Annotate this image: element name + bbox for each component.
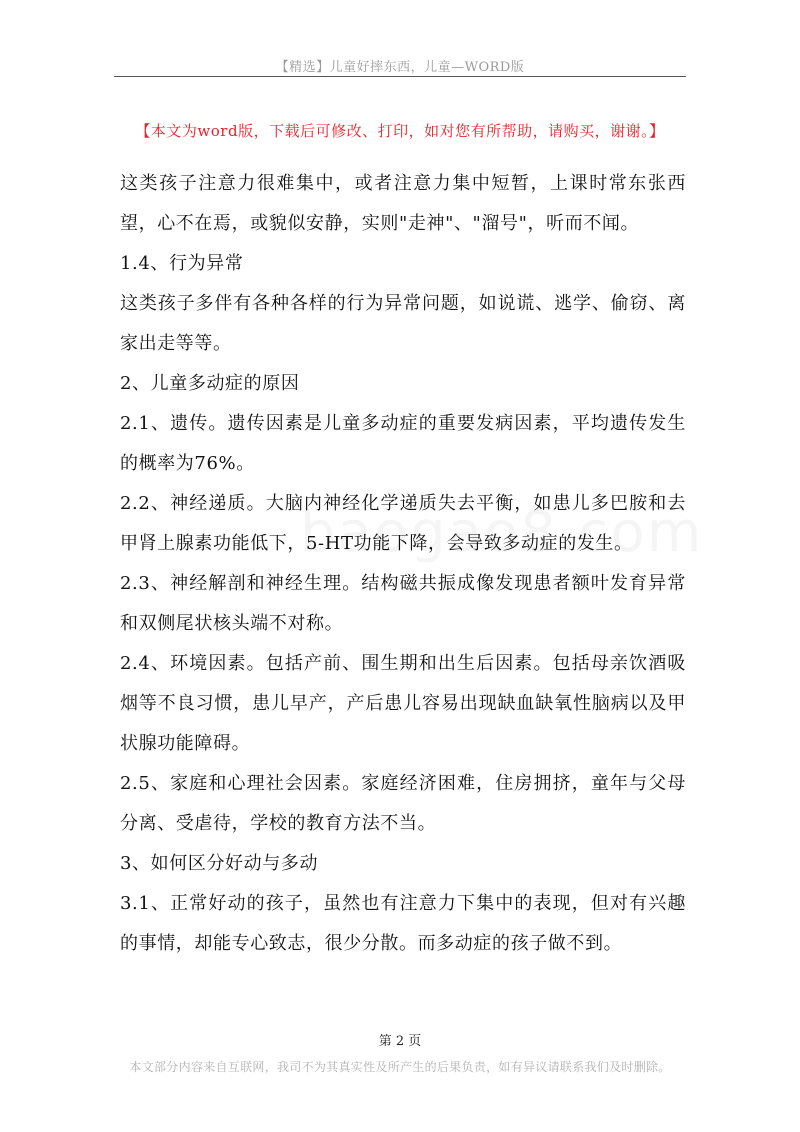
section-heading: 1.4、行为异常 (120, 253, 244, 274)
document-body (120, 164, 686, 964)
page-number: 第 2 页 (378, 1034, 422, 1049)
paragraph: 2.4、环境因素。包括产前、围生期和出生后因素。包括母亲饮酒吸烟等不良习惯，患儿早产，产后患儿容易出现缺血缺氧性脑病以及甲状腺功能障碍。 (120, 653, 686, 754)
header-title: 【精选】儿童好摔东西，儿童—WORD版 (275, 60, 525, 75)
header-divider (114, 76, 686, 77)
paragraph: 2.2、神经递质。大脑内神经化学递质失去平衡，如患儿多巴胺和去甲肾上腺素功能低下，5-HT功能下降，会导致多动症的发生。 (120, 493, 686, 554)
paragraph: 3.1、正常好动的孩子，虽然也有注意力下集中的表现，但对有兴趣的事情，却能专心致志，很少分散。而多动症的孩子做不到。 (120, 893, 686, 954)
paragraph: 2.3、神经解剖和神经生理。结构磁共振成像发现患者额叶发育异常和双侧尾状核头端不对称。 (120, 573, 686, 634)
paragraph: 2.1、遗传。遗传因素是儿童多动症的重要发病因素，平均遗传发生的概率为76%。 (120, 413, 686, 474)
paragraph: 这类孩子注意力很难集中，或者注意力集中短暂，上课时常东张西望，心不在焉，或貌似安静，实则"走神"、"溜号"，听而不闻。 (120, 173, 686, 234)
paragraph: 这类孩子多伴有各种各样的行为异常问题，如说谎、逃学、偷窃、离家出走等等。 (120, 293, 686, 354)
footer-disclaimer: 本文部分内容来自互联网，我司不为其真实性及所产生的后果负责，如有异议请联系我们及时删除。 (129, 1060, 671, 1074)
section-heading: 3、如何区分好动与多动 (120, 853, 319, 874)
section-heading: 2、儿童多动症的原因 (120, 373, 300, 394)
download-notice: 【本文为word版，下载后可修改、打印，如对您有所帮助，请购买，谢谢。】 (135, 122, 665, 140)
paragraph: 2.5、家庭和心理社会因素。家庭经济困难，住房拥挤，童年与父母分离、受虐待，学校的教育方法不当。 (120, 773, 686, 834)
